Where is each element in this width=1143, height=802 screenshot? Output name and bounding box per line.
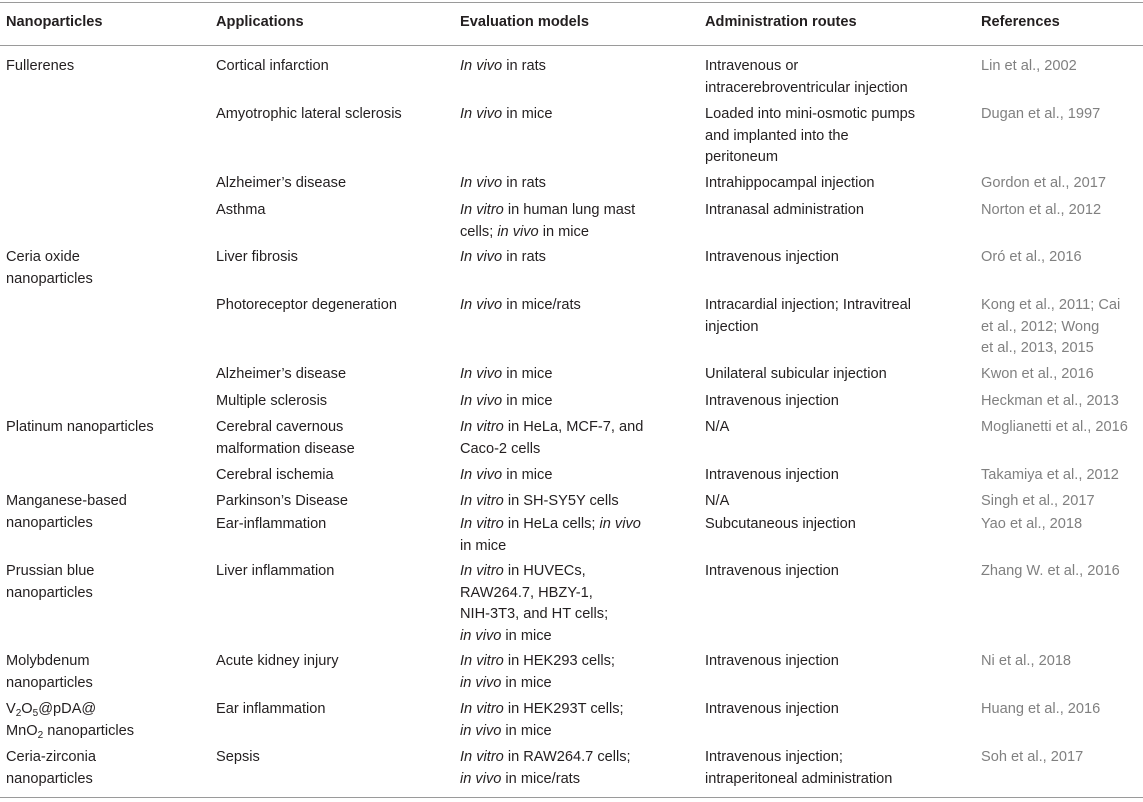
cell-administration-route: Intracardial injection; Intravitreal injection — [705, 297, 912, 335]
cell-evaluation-model: In vivo in mice — [460, 106, 553, 122]
cell-reference: Ni et al., 2018 — [981, 653, 1072, 669]
cell-reference: Kwon et al., 2016 — [981, 366, 1094, 382]
cell-administration-route: Intravenous injection — [705, 393, 839, 409]
cell-reference: Moglianetti et al., 2016 — [981, 419, 1128, 435]
cell-application: Sepsis — [216, 749, 260, 765]
cell-evaluation-model: In vitro in HEK293 cells; in vivo in mice — [460, 653, 615, 691]
cell-application: Acute kidney injury — [216, 653, 339, 669]
cell-evaluation-model: In vitro in HeLa, MCF-7, and Caco-2 cells — [460, 419, 644, 457]
cell-evaluation-model: In vivo in rats — [460, 175, 546, 191]
cell-administration-route: N/A — [705, 493, 730, 509]
cell-evaluation-model: In vitro in HeLa cells; in vivo in mice — [460, 516, 641, 554]
cell-reference: Heckman et al., 2013 — [981, 393, 1119, 409]
cell-reference: Yao et al., 2018 — [981, 516, 1083, 532]
cell-evaluation-model: In vitro in HUVECs, RAW264.7, HBZY-1, NIH-3T3, and HT cells; in vivo in mice — [460, 563, 609, 644]
cell-evaluation-model: In vitro in HEK293T cells; in vivo in mice — [460, 701, 624, 739]
header-rule — [0, 45, 1143, 46]
header-nanoparticles: Nanoparticles — [6, 14, 103, 30]
cell-nanoparticle: Ceria-zirconia nanoparticles — [6, 749, 97, 787]
cell-application: Multiple sclerosis — [216, 393, 328, 409]
cell-reference: Oró et al., 2016 — [981, 249, 1082, 265]
bottom-rule — [0, 797, 1143, 798]
header-references: References — [981, 14, 1060, 30]
header-evaluation-models: Evaluation models — [460, 14, 589, 30]
cell-evaluation-model: In vivo in mice — [460, 393, 553, 409]
cell-application: Liver fibrosis — [216, 249, 298, 265]
cell-application: Alzheimer’s disease — [216, 366, 347, 382]
cell-administration-route: Intravenous injection — [705, 563, 839, 579]
cell-reference: Kong et al., 2011; Cai et al., 2012; Wong et al., 2013, 2015 — [981, 297, 1121, 356]
cell-evaluation-model: In vitro in human lung mast cells; in vivo in mice — [460, 202, 636, 240]
cell-application: Parkinson’s Disease — [216, 493, 348, 509]
cell-application: Alzheimer’s disease — [216, 175, 347, 191]
cell-administration-route: N/A — [705, 419, 730, 435]
cell-evaluation-model: In vivo in mice/rats — [460, 297, 581, 313]
header-applications: Applications — [216, 14, 304, 30]
cell-evaluation-model: In vivo in rats — [460, 58, 546, 74]
cell-application: Cortical infarction — [216, 58, 329, 74]
cell-administration-route: Loaded into mini-osmotic pumps and implanted into the peritoneum — [705, 106, 916, 165]
cell-administration-route: Unilateral subicular injection — [705, 366, 887, 382]
cell-application: Cerebral ischemia — [216, 467, 334, 483]
top-rule — [0, 2, 1143, 3]
cell-application: Amyotrophic lateral sclerosis — [216, 106, 402, 122]
cell-administration-route: Subcutaneous injection — [705, 516, 856, 532]
cell-application: Cerebral cavernous malformation disease — [216, 419, 355, 457]
cell-administration-route: Intrahippocampal injection — [705, 175, 875, 191]
header-administration-routes: Administration routes — [705, 14, 857, 30]
cell-evaluation-model: In vivo in mice — [460, 366, 553, 382]
cell-nanoparticle: Manganese-based nanoparticles — [6, 493, 127, 531]
cell-evaluation-model: In vitro in SH-SY5Y cells — [460, 493, 619, 509]
cell-evaluation-model: In vitro in RAW264.7 cells; in vivo in mice/rats — [460, 749, 631, 787]
cell-application: Photoreceptor degeneration — [216, 297, 397, 313]
cell-reference: Soh et al., 2017 — [981, 749, 1084, 765]
cell-nanoparticle: Molybdenum nanoparticles — [6, 653, 93, 691]
cell-nanoparticle: Platinum nanoparticles — [6, 419, 154, 435]
cell-administration-route: Intravenous injection — [705, 467, 839, 483]
cell-reference: Lin et al., 2002 — [981, 58, 1077, 74]
cell-administration-route: Intravenous or intracerebroventricular injection — [705, 58, 908, 96]
cell-application: Liver inflammation — [216, 563, 335, 579]
cell-reference: Takamiya et al., 2012 — [981, 467, 1119, 483]
cell-evaluation-model: In vivo in mice — [460, 467, 553, 483]
cell-reference: Singh et al., 2017 — [981, 493, 1095, 509]
cell-nanoparticle: Fullerenes — [6, 58, 75, 74]
cell-administration-route: Intravenous injection — [705, 701, 839, 717]
cell-nanoparticle: Ceria oxide nanoparticles — [6, 249, 93, 287]
cell-administration-route: Intranasal administration — [705, 202, 864, 218]
cell-reference: Norton et al., 2012 — [981, 202, 1102, 218]
cell-reference: Huang et al., 2016 — [981, 701, 1101, 717]
cell-administration-route: Intravenous injection; intraperitoneal administration — [705, 749, 893, 787]
cell-administration-route: Intravenous injection — [705, 653, 839, 669]
cell-reference: Zhang W. et al., 2016 — [981, 563, 1120, 579]
cell-reference: Gordon et al., 2017 — [981, 175, 1106, 191]
cell-application: Ear inflammation — [216, 701, 326, 717]
cell-administration-route: Intravenous injection — [705, 249, 839, 265]
cell-nanoparticle: $V_2O_5@pDA@$ MnO$_2$ nanoparticles — [6, 701, 135, 741]
cell-application: Asthma — [216, 202, 266, 218]
cell-nanoparticle: Prussian blue nanoparticles — [6, 563, 95, 601]
cell-application: Ear-inflammation — [216, 516, 327, 532]
cell-reference: Dugan et al., 1997 — [981, 106, 1101, 122]
cell-evaluation-model: In vivo in rats — [460, 249, 546, 265]
